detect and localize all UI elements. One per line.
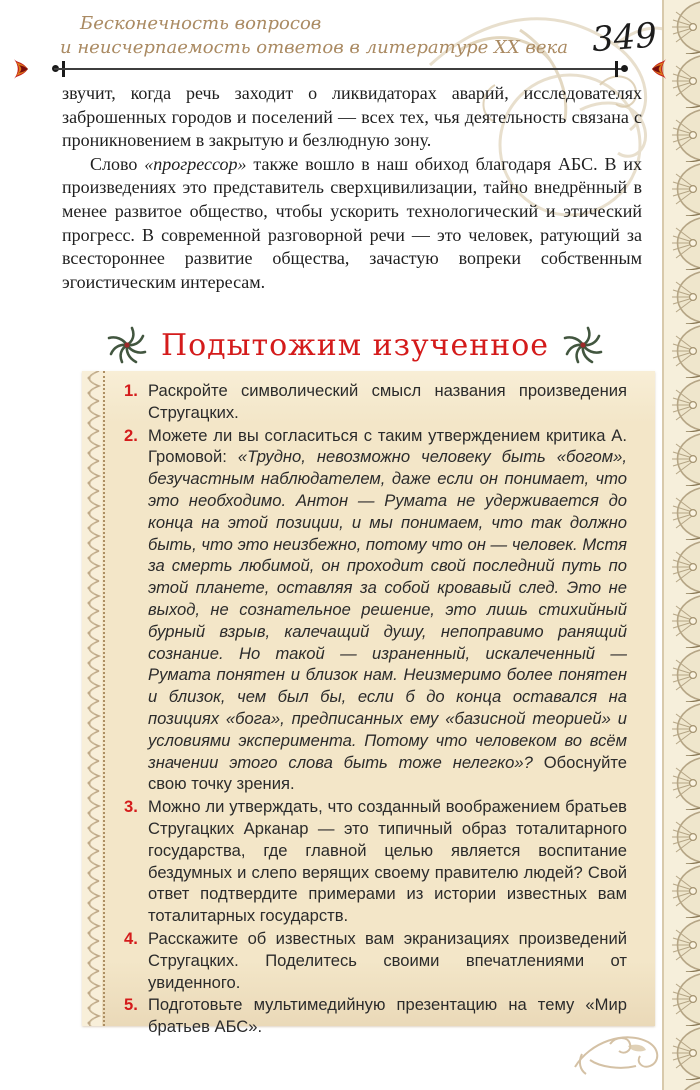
pinwheel-ornament-icon <box>107 325 147 365</box>
running-head-title <box>60 12 569 60</box>
question-text: Можно ли утверждать, что созданный воображением братьев Стругацких Арканар — это типичный образ тоталитарного государства, где главной целью является воспитание бездумных и слепо верящих своему правителю людей? Свой ответ подтвердите примерами из истории известных вам тоталитарных государств. <box>148 797 627 926</box>
question-text: Расскажите об известных вам экранизациях произведений Стругацких. Поделитесь своими впечатлениями от увиденного. <box>148 928 627 992</box>
running-head-line1: Бесконечность вопросов <box>80 13 322 34</box>
body-paragraph: звучит, когда речь заходит о ликвидаторах аварий, исследователях заброшенных городов и поселений — всех тех, чья деятельность связана с проникновением в закрытую и безлюдную зону. <box>62 83 642 151</box>
question-text: Подготовьте мультимедийную презентацию на тему «Мир братьев АБС». <box>148 995 627 1037</box>
rule-dot <box>621 65 628 72</box>
questions-box <box>82 371 655 1037</box>
body-paragraph: Слово «прогрессор» также вошло в наш обиход благодаря АБС. В их произведениях это представитель сверхцивилизации, тайно внедрённый в менее развитое общество, чтобы ускорить технологический и этический прогресс. В современной разговорной речи — это человек, ратующий за всестороннее развитие общества, зачастую вопреки собственным эгоистическим интересам. <box>62 153 642 292</box>
rule-tick <box>615 61 618 77</box>
page-edge-lace <box>662 0 700 1090</box>
tulip-icon <box>630 57 666 81</box>
question-number: 5. <box>124 995 138 1015</box>
question-number: 4. <box>124 928 138 948</box>
box-lace-border <box>82 371 102 1026</box>
question-number: 1. <box>124 381 138 400</box>
rule-line <box>54 68 626 70</box>
header-rule <box>14 56 666 82</box>
question-number: 2. <box>124 425 138 445</box>
questions-list <box>124 380 639 1039</box>
question-text: Раскройте символический смысл названия произведения Стругацких. <box>148 381 627 422</box>
question-number: 3. <box>124 797 138 817</box>
question-item <box>124 425 639 796</box>
body-text <box>62 82 642 294</box>
question-item <box>124 380 639 424</box>
question-item <box>124 994 639 1038</box>
question-item <box>124 796 639 927</box>
question-text: Можете ли вы согласиться с таким утверждением критика А. Громовой: «Трудно, невозможно человеку быть «богом», безучастным наблюдателем, даже если он понимает, что это необходимо. Антон — Румата не удерживается до конца на этой позиции, и мы понимаем, что так должно быть, что это неизбежно, потому что он — человек. Мстя за смерть любимой, он проходит свой последний путь по этой планете, оставляя за собой кровавый след. Это не выход, не сознательное решение, это лишь стихийный бурный взрыв, калечащий душу, непоправимо ранящий сознание. Но такой — израненный, искалеченный — Румата понятен и близок нам. Неизмеримо более понятен и близок, чем был бы, если б до конца оставался на позициях «бога», предписанных ему «базисной теорией» и условиями эксперимента. Потому что человеком во всём значении этого слова быть тоже нелегко»? Обоснуйте свою точку зрения. <box>148 425 628 794</box>
pinwheel-ornament-icon <box>563 325 603 365</box>
corner-flourish-icon <box>570 1012 665 1087</box>
running-head-line2: и неисчерпаемость ответов в литературе XX века <box>60 37 569 58</box>
section-title: Подытожим изученное <box>160 327 550 363</box>
page-number: 349 <box>590 15 659 61</box>
tulip-icon <box>14 57 50 81</box>
section-heading <box>62 322 648 368</box>
question-item <box>124 928 639 993</box>
box-dotted-divider <box>103 371 105 1026</box>
